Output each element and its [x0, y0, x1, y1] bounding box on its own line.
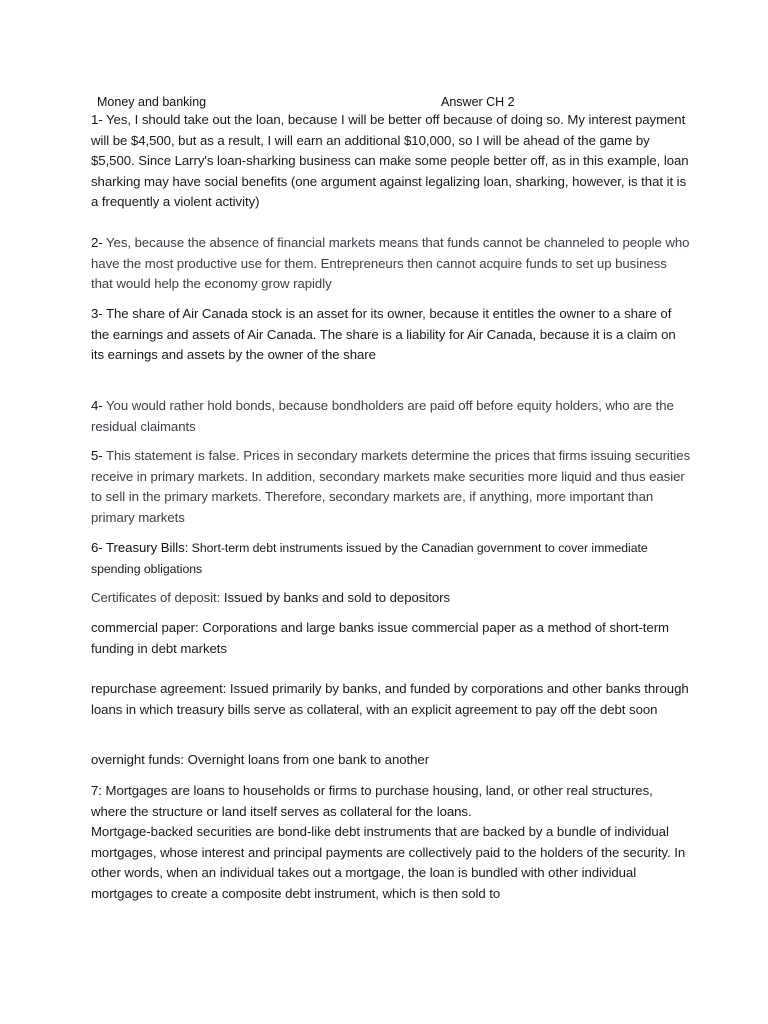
course-title: Money and banking	[97, 95, 207, 109]
term-label: Certificates of deposit:	[91, 590, 221, 605]
answer-number: 1-	[91, 112, 103, 127]
answer-text: Yes, I should take out the loan, because I will be better off because of doing so. My interest payment will be $4,500, but as a result, I will earn an additional $10,000, so I will be ahead of the game by $5,500. Since Larry's loan-sharking business can make some people better off, as in this example, loan sharking may have social benefits (one argument against legalizing loan, sharking, however, is that it is a frequently a violent activity)	[91, 112, 689, 209]
term-definition: Issued by banks and sold to depositors	[220, 590, 450, 605]
answer-number: 5-	[91, 448, 103, 463]
term-overnight-funds	[91, 750, 691, 771]
answer-number: 4-	[91, 398, 103, 413]
answer-number: 3-	[91, 306, 103, 321]
answer-6	[91, 538, 691, 579]
answer-4	[91, 396, 691, 437]
term-commercial-paper	[91, 618, 691, 659]
term-definition: Overnight loans from one bank to another	[184, 752, 430, 767]
chapter-title: Answer CH 2	[441, 95, 515, 109]
answer-text: You would rather hold bonds, because bondholders are paid off before equity holders, who are the residual claimants	[91, 398, 674, 434]
term-repurchase-agreement	[91, 679, 691, 720]
answer-number: 2-	[91, 235, 103, 250]
term-definition: Issued primarily by banks, and funded by corporations and other banks through loans in which treasury bills serve as collateral, with an explicit agreement to pay off the debt soon	[91, 681, 689, 717]
answer-text: Mortgages are loans to households or firms to purchase housing, land, or other real structures, where the structure or land itself serves as collateral for the loans.	[91, 783, 653, 819]
term-definition: Short-term debt instruments issued by the Canadian government to cover immediate spending obligations	[91, 541, 648, 576]
answer-text: This statement is false. Prices in secondary markets determine the prices that firms issuing securities receive in primary markets. In addition, secondary markets make securities more liquid and thus easier to sell in the primary markets. Therefore, secondary markets are, if anything, more important than primary markets	[91, 448, 691, 525]
answer-7	[91, 781, 691, 904]
term-definition: Corporations and large banks issue commercial paper as a method of short-term funding in debt markets	[91, 620, 669, 656]
answer-text-continued: Mortgage-backed securities are bond-like debt instruments that are backed by a bundle of individual mortgages, whose interest and principal payments are collectively paid to the holders of the security. In other words, when an individual takes out a mortgage, the loan is bundled with other individual mortgages to create a composite debt instrument, which is then sold to	[91, 824, 686, 901]
answer-1	[91, 110, 691, 213]
answer-number: 7:	[91, 783, 102, 798]
term-label: overnight funds:	[91, 752, 185, 767]
answer-3	[91, 304, 691, 366]
term-label: repurchase agreement:	[91, 681, 227, 696]
term-label: commercial paper:	[91, 620, 199, 635]
page-header	[97, 93, 708, 111]
answer-number: 6-	[91, 540, 103, 555]
answer-text: Yes, because the absence of financial markets means that funds cannot be channeled to people who have the most productive use for them. Entrepreneurs then cannot acquire funds to set up business that would help the economy grow rapidly	[91, 235, 690, 291]
answer-5	[91, 446, 691, 528]
answer-text: The share of Air Canada stock is an asset for its owner, because it entitles the owner to a share of the earnings and assets of Air Canada. The share is a liability for Air Canada, because it is a claim on its earnings and assets by the owner of the share	[91, 306, 676, 362]
term-label: Treasury Bills:	[102, 540, 189, 555]
term-certificates-of-deposit	[91, 588, 691, 609]
answer-2	[91, 233, 691, 295]
